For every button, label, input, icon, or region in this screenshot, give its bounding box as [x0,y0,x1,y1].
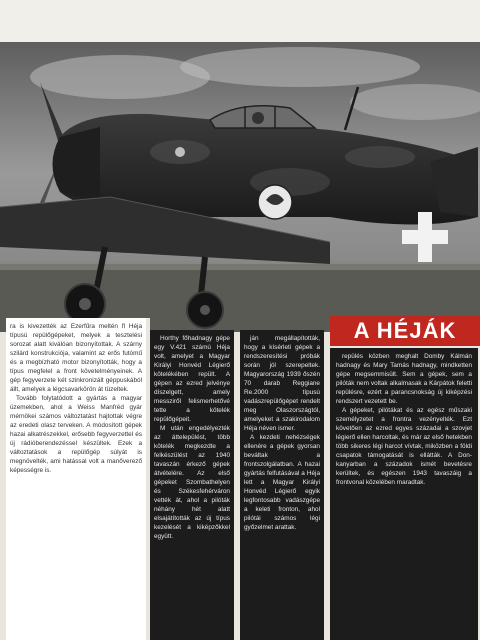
aircraft-photo [0,42,480,332]
camouflage [345,146,415,168]
paragraph: repülés közben meghalt Domby Kálmán hadnagy és Mary Tamás hadnagy, mindketten gépe megsemmisült. Sem a gépek, sem a pilóták nem voltak alkalmasak a Kárpátok feletti repülésre, ezért a parancsnokság új kiképzési rendszert vezetett be. [336,353,472,405]
paragraph: A kezdeti nehézségek ellenére a gépek gyorsan beváltak a frontszolgálatban. A hazai gyártás felfutásával a Héja lett a Magyar Királyi Honvéd Légierő egyik legfontosabb vadászgépe a keleti fronton, ahol pilótái számos légi győzelmet arattak. [244,434,320,531]
engine-cowling [53,127,101,202]
paragraph: Horthy főhadnagy gépe egy V.421 számú Héja volt, amelyet a Magyar Királyi Honvéd Légierő kötelékében repült. A gépen az ezred jelvénye díszelgett, amely messziről felismerhetővé tette a kötelék repülőgépeit. [154,335,230,423]
text-column-3 [240,330,324,640]
paragraph: A gépeket, pilótákat és az egész műszaki személyzetet a frontra vezényelték. Ezt követően az ezred egyes századai a szovjet légierő ellen harcoltak, és már az első hetekben több sikeres légi harcot vívtak, miközben a földi csapatok támogatását is ellátták. A Don-kanyarban a századok ismét bevetésre kerültek, és egészen 1943 tavaszáig a frontvonal közelében maradtak. [336,407,472,486]
text-column-4 [330,348,478,640]
paragraph: ra is kivezették az Ezerfűra meltén fl Héja típusú repülőgépeket, melyek a tesztelési sorozat alatt kiválóan bizonyítottak. A szárny szilárd konstrukciója, valamint az erős futómű és a megbízható motor bizonyították, hogy a típus megfelel a front követelményeinek. A gép fegyverzete két szinkronizált géppuskából állt, amelyek a légcsavarkörön át tüzeltek. [10,323,142,393]
paragraph: Tovább folytatódott a gyártás a magyar üzemekben, ahol a Weiss Manfréd gyár mérnökei számos változtatást hajtottak végre az eredeti olasz terveken. A módosított gépek hazai alkatrészekkel, erősebb fegyverzettel és új rádióberendezéssel készültek. Ezek a változtatások a repülőgép súlyát is megnövelték, ami hatással volt a manőverező képességre is. [10,395,142,474]
text-column-2 [150,330,234,640]
fuselage-marking [175,147,185,157]
paragraph: ján megállapították, hogy a kísérleti gépek a rendszeresítési próbák során jól szerepeltek. Magyarország 1939 őszén 70 darab Reggiane Re.2000 típusú vadászrepülőgépet rendelt meg Olaszországtól, amelyeket a szakirodalom Héja néven ismer. [244,335,320,432]
top-margin [0,0,480,42]
paragraph: M után engedélyezték az áttelepülést, több kötelék megkezdte a felkészülést az 1940 tavaszán érkező gépek átvételére. Az első gépeket Szombathelyen és Székesfehérváron vették át, ahol a pilóták néhány hét alatt elsajátították az új típus kezelését a kiképzőkkel együtt. [154,425,230,540]
text-column-1 [6,318,146,640]
heja-aircraft-illustration [0,42,480,332]
pilot-head [252,112,264,124]
cloud [30,55,210,99]
article-headline: A HÉJÁK [330,316,480,346]
national-cross-horizontal [402,230,448,244]
cloud [180,47,420,87]
